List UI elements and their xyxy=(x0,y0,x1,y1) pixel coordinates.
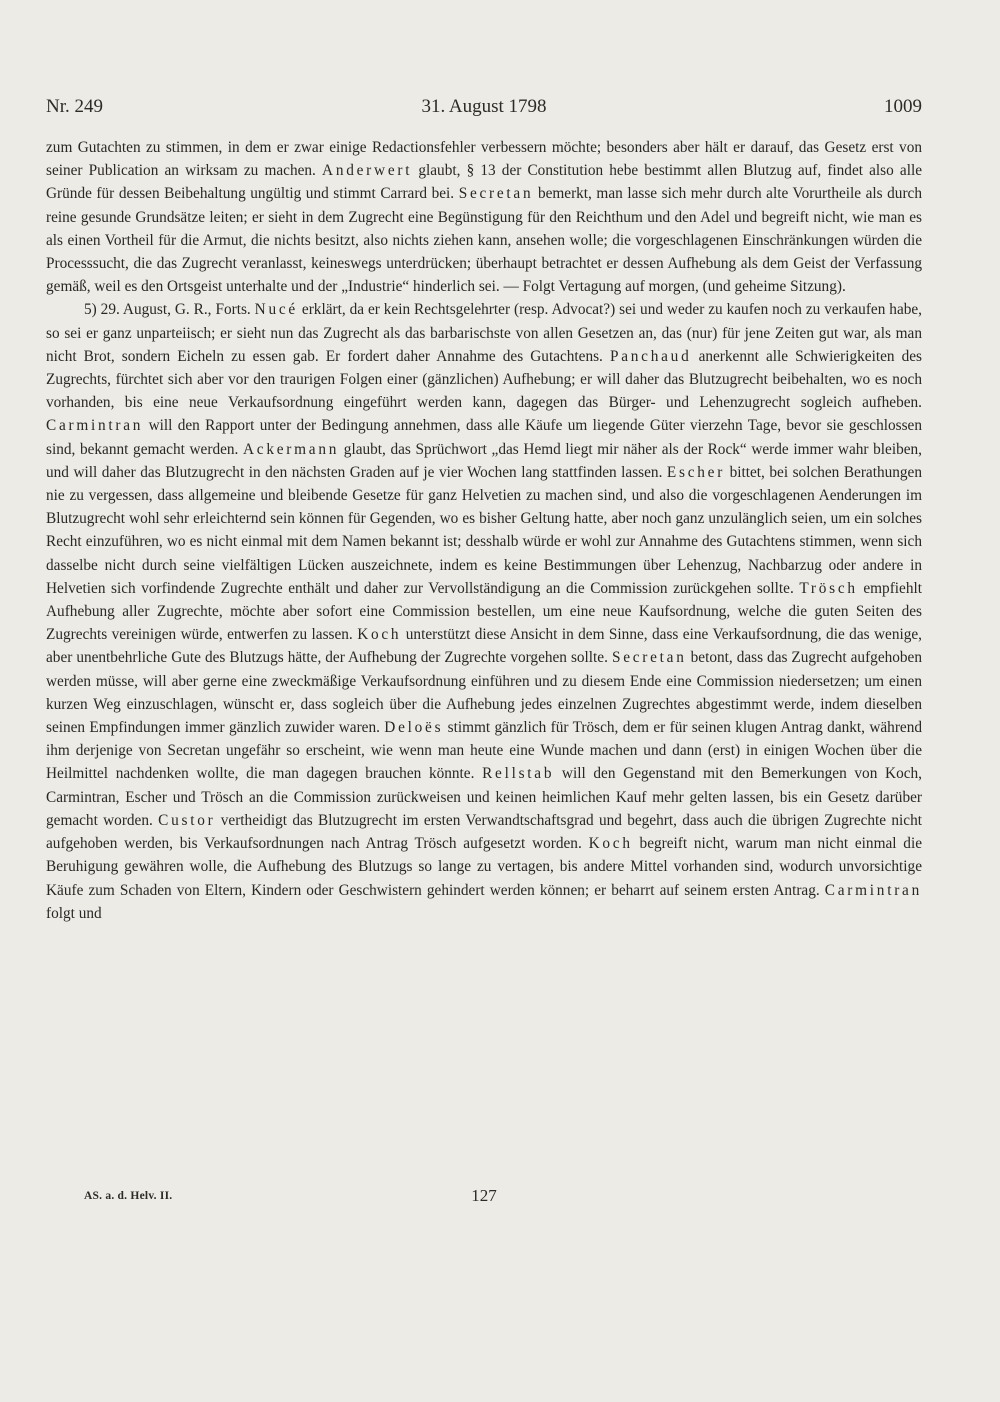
text-run: zum Gutachten zu stimmen, in dem er zwar einige Redactionsfehler verbessern möchte; besonders aber hält er darauf, das Gesetz erst von seiner Publication an wirksam zu machen. xyxy=(46,139,922,180)
source-abbreviation: AS. a. d. Helv. II. xyxy=(84,1190,173,1202)
body-text xyxy=(46,136,922,925)
text-run: unterstützt diese Ansicht in dem Sinne, dass eine Verkaufsordnung, die das wenige, aber unentbehrliche Gute des Blutzugs hätte, der Aufhebung der Zugrechte vorgehen sollte. xyxy=(46,626,923,667)
speaker-name: Panchaud xyxy=(609,347,692,365)
text-run: bemerkt, man lasse sich mehr durch alte Vorurtheile als durch reine gesunde Grundsätze leiten; er sieht in dem Zugrecht eine Begünstigung für den Reichthum und den Adel und begreift nicht, wie man es als einen Vortheil für die Armut, die nichts besitzt, also nichts ziehen kann, ansehen wolle; die vorgeschlagenen Einschränkungen würden die Processsucht, die das Zugrecht veranlasst, keineswegs unterdrücken; überhaupt betrachtet er dessen Aufhebung als dem Geist der Verfassung gemäß, weil es den Ortsgeist unterhalte und der „Industrie“ hinderlich sei. — Folgt Vertagung auf morgen, (und geheime Sitzung). xyxy=(46,185,922,296)
speaker-name: Escher xyxy=(666,463,726,481)
header-date: 31. August 1798 xyxy=(421,96,547,117)
text-run: bittet, bei solchen Berathungen nie zu vergessen, dass allgemeine und bleibende Gesetze für ganz Helvetien zu machen sind, und also die vorgeschlagenen Aenderungen im Blutzugrecht wohl sehr erleichternd sein können für Gegenden, wo es bisher Geltung hatte, aber noch ganz unzulänglich seien, um ein solches Recht einzuführen, wo es nicht einmal mit dem Namen bekannt ist; desshalb würde er wohl zur Annahme des Gutachtens stimmen, wenn sich dasselbe nicht durch seine vielfältigen Lücken auszeichnete, indem es keine Bestimmungen über Lehenzug, Nachbarzug oder andere in Helvetien sich vorfindende Zugrechte enthält und daher zur Vervollständigung an die Commission zurückgehen sollte. xyxy=(46,463,923,597)
sheet-signature: 127 xyxy=(471,1186,497,1205)
text-run: will den Gegenstand mit den Bemerkungen von Koch, Carmintran, Escher und Trösch an die Commission zurückweisen und keinen heimlichen Kauf mehr gelten lassen, bis ein Gesetz darüber gemacht worden. xyxy=(46,765,922,829)
speaker-name: Anderwert xyxy=(322,162,413,180)
speaker-name: Carmintran xyxy=(46,417,144,435)
speaker-name: Deloës xyxy=(384,719,444,737)
paragraph-continuation xyxy=(46,136,922,298)
paragraph-session xyxy=(46,298,922,924)
page-header xyxy=(46,96,922,124)
speaker-name: Custor xyxy=(158,811,216,829)
speaker-name: Nucé xyxy=(254,301,298,319)
page-footer xyxy=(46,1186,922,1210)
text-run: anerkennt alle Schwierigkeiten des Zugrechts, fürchtet sich aber vor den traurigen Folgen einer (gänzlichen) Aufhebung; er will daher das Blutzugrecht beibehalten, wo es noch vorhanden, bis eine neue Verkaufsordnung eingeführt werden kann, dagegen das Bürger- und Lehenzugrecht sogleich aufheben. xyxy=(46,347,922,412)
speaker-name: Secretan xyxy=(611,649,687,667)
text-run: empfiehlt Aufhebung aller Zugrechte, möchte aber sofort eine Commission bestellen, um eine neue Kaufsordnung, welche die guten Seiten des Zugrechts vereinigen würde, entwerfen zu lassen. xyxy=(46,579,922,644)
speaker-name: Koch xyxy=(357,626,402,644)
text-run: begreift nicht, warum man nicht einmal die Beruhigung gewähren wolle, die Aufhebung des Blutzugs so lange zu vertagen, bis andere Mittel vorhanden sind, wodurch unvorsichtige Käufe zum Schaden von Eltern, Kindern oder Geschwistern gehindert werden können; er beharrt auf seinem ersten Antrag. xyxy=(46,835,922,899)
speaker-name: Koch xyxy=(588,835,633,853)
speaker-name: Ackermann xyxy=(243,440,340,458)
speaker-name: Carmintran xyxy=(824,881,922,899)
page-number: 1009 xyxy=(884,96,922,117)
text-run: stimmt gänzlich für Trösch, dem er für seinen klugen Antrag dankt, während ihm derjenige von Secretan ungefähr so erscheint, wie wenn man heute eine Wunde machen und dann (erst) in einigen Wochen über die Heilmittel nachdenken wollte, die man dagegen brauchen könnte. xyxy=(46,719,922,783)
text-run: will den Rapport unter der Bedingung annehmen, dass alle Käufe um liegende Güter vierzehn Tage, bevor sie geschlossen sind, bekannt gemacht werden. xyxy=(46,417,922,458)
document-number: Nr. 249 xyxy=(46,96,103,117)
text-run: erklärt, da er kein Rechtsgelehrter (resp. Advocat?) sei und weder zu kaufen noch zu verkaufen habe, so sei er ganz unparteiisch; er sieht nun das Zugrecht als das barbarischste von allen Gesetzen an, das (nur) für jene Zeiten gut war, als man nicht Brot, sondern Eicheln zu essen gab. Er fordert daher Annahme des Gutachtens. xyxy=(46,301,922,365)
text-run: betont, dass das Zugrecht aufgehoben werden müsse, will aber gerne eine zweckmäßige Verkaufsordnung einführen und zu diesem Ende eine Commission niedersetzen; um einen kurzen Weg einzuschlagen, wünscht er, dass sogleich über die Aufhebung jedes einzelnen Zugrechtes abgestimmt werde, indem dieselben seinen Empfindungen immer gänzlich zuwider waren. xyxy=(46,649,922,737)
text-run: vertheidigt das Blutzugrecht im ersten Verwandtschaftsgrad und begehrt, dass auch die übrigen Zugrechte nicht aufgehoben werden, bis Verkaufsordnungen nach Antrag Trösch aufgesetzt worden. xyxy=(46,811,922,853)
speaker-name: Trösch xyxy=(799,579,858,597)
text-run: glaubt, das Sprüchwort „das Hemd liegt mir näher als der Rock“ werde immer wahr bleiben, und will daher das Blutzugrecht in den nächsten Graden auf je vier Wochen lang stattfinden lassen. xyxy=(46,440,922,481)
text-run: folgt und xyxy=(46,904,102,922)
speaker-name: Secretan xyxy=(458,185,534,203)
text-run: glaubt, § 13 der Constitution hebe bestimmt allen Blutzug auf, findet also alle Gründe für dessen Beibehaltung ungültig und stimmt Carrard bei. xyxy=(46,162,923,203)
text-run: 5) 29. August, G. R., Forts. xyxy=(84,301,255,319)
speaker-name: Rellstab xyxy=(482,765,555,783)
